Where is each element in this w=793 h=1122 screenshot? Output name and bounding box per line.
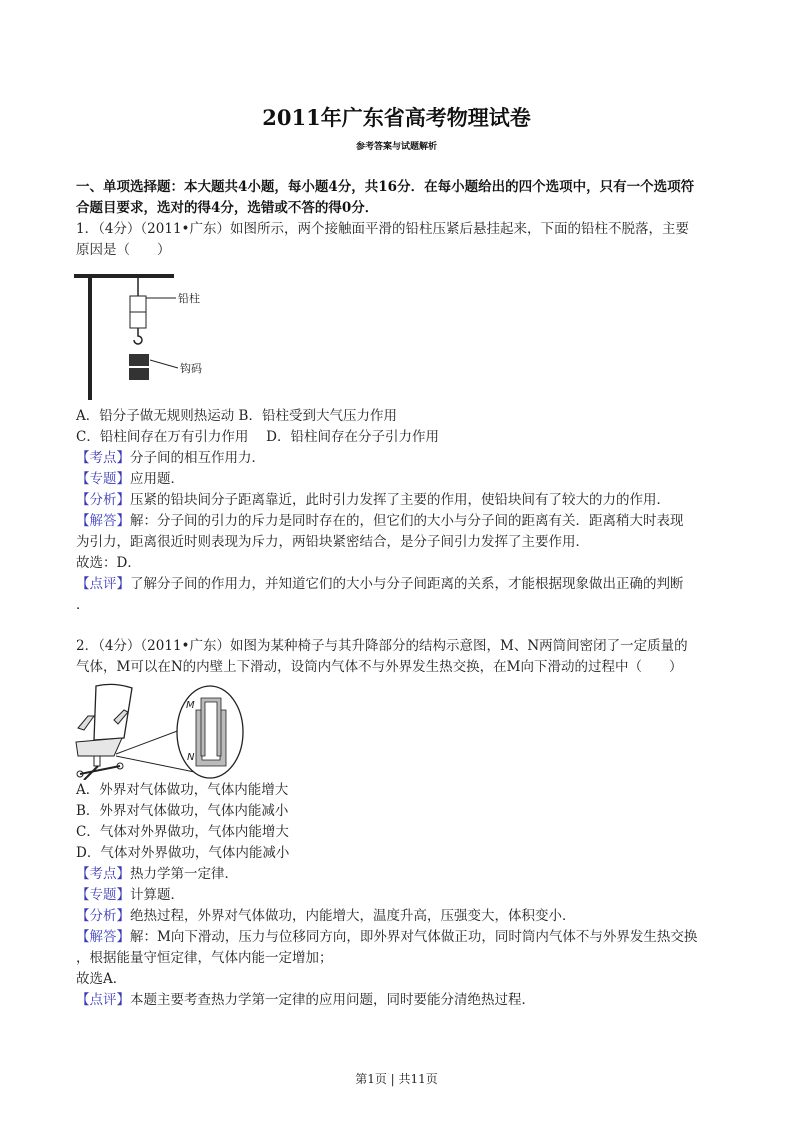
q1-fenxi [76,490,726,511]
zhuanti-text: 应用题． [130,471,184,487]
q1-jieda [76,511,726,532]
q2-option-a: A．外界对气体做功，气体内能增大 [76,782,289,798]
kaodian-tag: 【考点】 [76,866,130,882]
kaodian-text: 分子间的相互作用力． [130,450,265,466]
q1-options-line1: A．铅分子做无规则热运动 B．铅柱受到大气压力作用 [76,408,397,424]
q1-jieda-line2: 为引力，距离很近时则表现为斥力，两铅块紧密结合，是分子间引力发挥了主要作用． [76,534,589,550]
q2-zhuanti [76,885,726,906]
zhuanti-text: 计算题． [130,887,184,903]
section-heading-line1: 一、单项选择题：本大题共4小题，每小题4分，共16分．在每小题给出的四个选项中，只有一个选项符 [76,179,695,195]
zhuanti-tag: 【专题】 [76,887,130,903]
q2-stem-line2: 气体，M可以在N的内壁上下滑动，设筒内气体不与外界发生热交换，在M向下滑动的过程中（ ） [76,659,683,675]
dianping-text: 了解分子间的作用力，并知道它们的大小与分子间距离的关系，才能根据现象做出正确的判断 [130,576,684,592]
jieda-tag: 【解答】 [76,929,130,945]
q1-stem-line1: 1．（4分）（2011•广东）如图所示，两个接触面平滑的铅柱压紧后悬挂起来，下面的铅柱不脱落，主要 [76,221,689,237]
q2-stem-line1: 2．（4分）（2011•广东）如图为某种椅子与其升降部分的结构示意图，M、N两筒间密闭了一定质量的 [76,638,688,654]
q2-figure-chair [74,680,246,780]
label-m: M [186,700,195,711]
q2-option-c: C．气体对外界做功，气体内能增大 [76,824,289,840]
q1-answer: 故选：D． [76,555,141,571]
q2-kaodian [76,864,726,885]
jieda-text: 解：分子间的引力的斥力是同时存在的，但它们的大小与分子间的距离有关．距离稍大时表现 [130,513,684,529]
q1-stem-line2: 原因是（ ） [76,242,171,258]
page-subtitle: 参考答案与试题解析 [355,142,437,152]
fenxi-text: 压紧的铅块间分子距离靠近，此时引力发挥了主要的作用，使铅块间有了较大的力的作用． [130,492,670,508]
q1-zhuanti [76,469,726,490]
q2-option-b: B．外界对气体做功，气体内能减小 [76,803,289,819]
page-title: 2011年广东省高考物理试卷 [262,105,531,130]
label-n: N [187,752,195,763]
kaodian-tag: 【考点】 [76,450,130,466]
q1-kaodian [76,448,726,469]
dianping-text: 本题主要考查热力学第一定律的应用问题，同时要能分清绝热过程． [130,992,535,1008]
q2-answer: 故选A． [76,971,127,987]
q1-dianping [76,574,726,595]
page-footer: 第1页 | 共11页 [355,1072,438,1086]
q2-jieda-line2: ，根据能量守恒定律，气体内能一定增加； [76,950,333,966]
fenxi-tag: 【分析】 [76,908,130,924]
kaodian-text: 热力学第一定律． [130,866,238,882]
jieda-text: 解：M向下滑动，压力与位移同方向，即外界对气体做正功，同时筒内气体不与外界发生热交换 [130,929,698,945]
q1-dianping-line2: ． [76,597,90,613]
fenxi-tag: 【分析】 [76,492,130,508]
fenxi-text: 绝热过程，外界对气体做功，内能增大，温度升高，压强变大，体积变小． [130,908,576,924]
q2-option-d: D．气体对外界做功，气体内能减小 [76,845,290,861]
zhuanti-tag: 【专题】 [76,471,130,487]
q1-options-line2: C．铅柱间存在万有引力作用 D．铅柱间存在分子引力作用 [76,429,439,445]
dianping-tag: 【点评】 [76,576,130,592]
label-hook-weight: 钩码 [180,362,202,375]
q2-dianping [76,990,726,1011]
q2-jieda [76,927,726,948]
label-lead-cylinder: 铅柱 [178,292,200,305]
q1-figure-lead-cylinders [74,268,224,402]
q2-fenxi [76,906,726,927]
dianping-tag: 【点评】 [76,992,130,1008]
section-heading-line2: 合题目要求，选对的得4分，选错或不答的得0分． [76,200,379,216]
jieda-tag: 【解答】 [76,513,130,529]
